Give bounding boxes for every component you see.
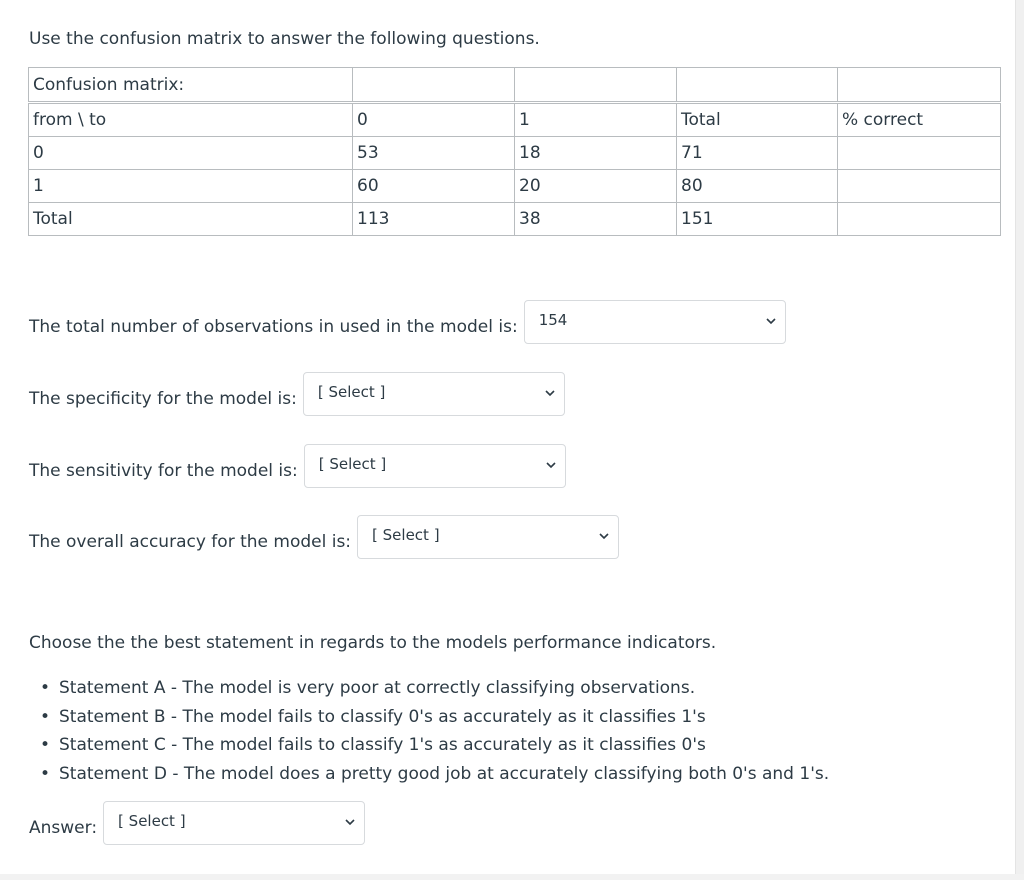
table-cell: 20	[515, 170, 677, 203]
table-cell: 0	[29, 137, 353, 170]
page-bottom-edge	[0, 874, 1024, 880]
list-item: • Statement B - The model fails to classify 0's as accurately as it classifies 1's	[30, 703, 829, 732]
table-row	[29, 203, 1001, 236]
list-item: • Statement D - The model does a pretty good job at accurately classifying both 0's and 1's.	[30, 760, 829, 789]
header-cell: % correct	[838, 103, 1001, 137]
specificity-select[interactable]	[303, 372, 565, 416]
statements-intro: Choose the the best statement in regards to the models performance indicators.	[29, 633, 717, 653]
table-cell	[838, 137, 1001, 170]
question-sensitivity	[29, 444, 566, 488]
answer-select[interactable]	[103, 801, 365, 845]
chevron-down-icon	[545, 459, 557, 471]
table-cell: 71	[677, 137, 838, 170]
table-row	[29, 170, 1001, 203]
answer-label: Answer:	[29, 817, 98, 838]
table-cell: Total	[29, 203, 353, 236]
table-cell	[838, 203, 1001, 236]
bullet-icon: •	[40, 735, 51, 755]
accuracy-select[interactable]	[357, 515, 619, 559]
answer-question	[29, 801, 365, 845]
chevron-down-icon	[344, 816, 356, 828]
table-header-row	[29, 103, 1001, 137]
select-value: [ Select ]	[317, 383, 386, 401]
question-label: The specificity for the model is:	[29, 388, 297, 409]
list-item: • Statement C - The model fails to classify 1's as accurately as it classifies 0's	[30, 731, 829, 760]
select-value: [ Select ]	[372, 526, 440, 544]
question-label: The overall accuracy for the model is:	[29, 531, 352, 552]
scrollbar-track[interactable]	[1015, 0, 1024, 880]
question-accuracy	[29, 515, 619, 559]
header-cell: 1	[515, 103, 677, 137]
header-cell: Total	[677, 103, 838, 137]
table-cell: 151	[677, 203, 838, 236]
question-label: The total number of observations in used in the model is:	[29, 316, 518, 337]
select-value: 154	[538, 311, 568, 329]
table-row	[29, 137, 1001, 170]
header-cell: 0	[353, 103, 515, 137]
table-cell: 80	[677, 170, 838, 203]
chevron-down-icon	[544, 387, 556, 399]
table-cell: 18	[515, 137, 677, 170]
bullet-icon: •	[40, 678, 51, 698]
table-cell: 53	[353, 137, 515, 170]
list-item: • Statement A - The model is very poor at correctly classifying observations.	[30, 674, 829, 703]
select-value: [ Select ]	[318, 455, 387, 473]
bullet-icon: •	[40, 763, 51, 784]
table-cell: 1	[29, 170, 353, 203]
question-intro: Use the confusion matrix to answer the following questions.	[29, 29, 540, 49]
confusion-matrix-table	[28, 67, 1001, 236]
chevron-down-icon	[765, 315, 777, 327]
statement-list	[30, 674, 829, 788]
question-total-observations	[29, 300, 786, 344]
select-value: [ Select ]	[118, 812, 186, 830]
question-label: The sensitivity for the model is:	[29, 460, 298, 481]
table-cell	[838, 170, 1001, 203]
table-cell: 38	[515, 203, 677, 236]
table-cell: 113	[353, 203, 515, 236]
table-caption-row	[29, 68, 1001, 103]
bullet-icon: •	[40, 706, 51, 727]
chevron-down-icon	[598, 530, 610, 542]
sensitivity-select[interactable]	[304, 444, 566, 488]
question-specificity	[29, 372, 565, 416]
total-observations-select[interactable]	[524, 300, 786, 344]
table-caption: Confusion matrix:	[29, 68, 353, 103]
table-cell: 60	[353, 170, 515, 203]
header-cell: from \ to	[29, 103, 353, 137]
